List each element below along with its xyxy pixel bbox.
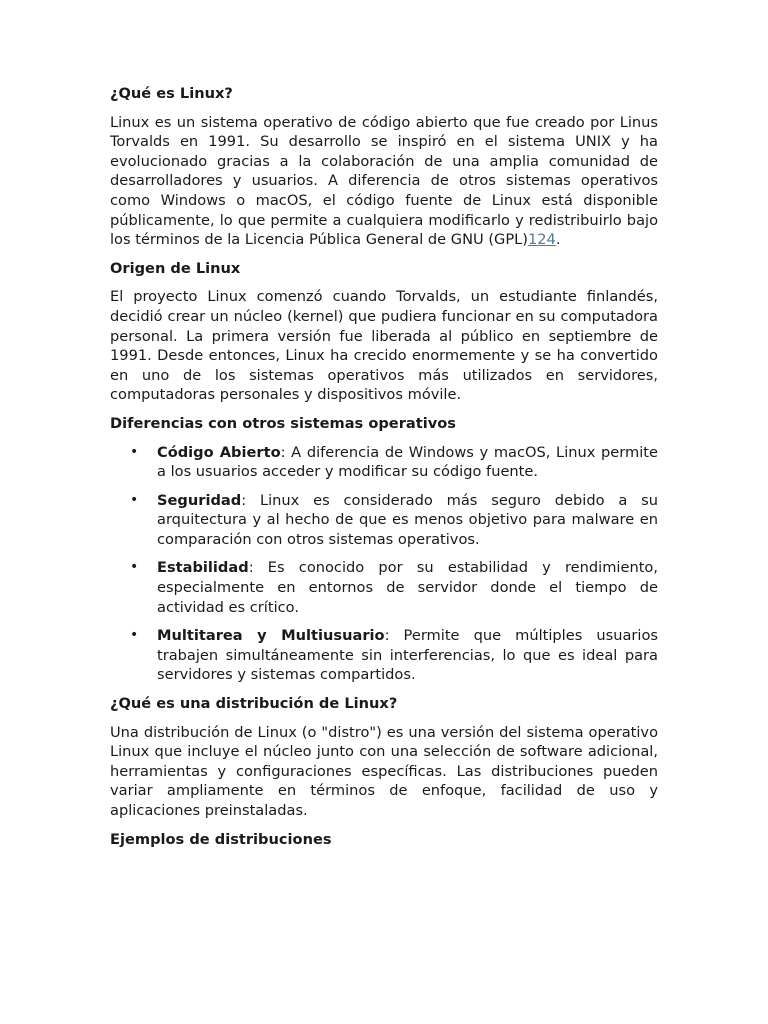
- item-text: : A diferencia de Windows y macOS, Linux permite a los usuarios acceder y modificar su código fuente.: [157, 443, 658, 481]
- heading-distribution: ¿Qué es una distribución de Linux?: [110, 695, 398, 713]
- item-text: : Es conocido por su estabilidad y rendimiento, especialmente en entornos de servidor donde el tiempo de actividad es crítico.: [157, 559, 658, 616]
- paragraph-text: Linux es un sistema operativo de código abierto que fue creado por Linus Torvalds en 1991. Su desarrollo se inspiró en el sistema UNIX y ha evolucionado gracias a la colaboración de una amplia comunidad de desarrolladores y usuarios. A diferencia de otros sistemas operativos como Windows o macOS, el código fuente de Linux está disponible públicamente, lo que permite a cualquiera modificarlo y redistribuirlo bajo los términos de la Licencia Pública General de GNU (GPL): [110, 113, 658, 249]
- list-item: [110, 626, 658, 685]
- heading-examples: Ejemplos de distribuciones: [110, 830, 332, 848]
- bullet-icon: •: [130, 627, 139, 644]
- bullet-icon: •: [130, 559, 139, 576]
- differences-list: [110, 443, 658, 686]
- bullet-icon: •: [130, 443, 139, 460]
- document-page: [110, 84, 658, 858]
- bullet-icon: •: [130, 491, 139, 508]
- list-item: [110, 443, 658, 482]
- item-text: : Linux es considerado más seguro debido a su arquitectura y al hecho de que es menos objetivo para malware en comparación con otros sistemas operativos.: [157, 491, 658, 548]
- item-text: : Permite que múltiples usuarios trabajen simultáneamente sin interferencias, lo que es ideal para servidores y sistemas compartidos.: [157, 627, 658, 684]
- paragraph-end: .: [555, 231, 561, 249]
- item-term: Multitarea y Multiusuario: [157, 627, 385, 645]
- paragraph-distribution: Una distribución de Linux (o "distro") es una versión del sistema operativo Linux que incluye el núcleo junto con una selección de software adicional, herramientas y configuraciones específicas. Las distribuciones pueden variar ampliamente en términos de enfoque, facilidad de uso y aplicaciones preinstaladas.: [110, 723, 658, 819]
- item-term: Estabilidad: [157, 559, 249, 577]
- reference-link[interactable]: 124: [527, 231, 556, 249]
- heading-differences: Diferencias con otros sistemas operativos: [110, 414, 456, 432]
- heading-what-is-linux: ¿Qué es Linux?: [110, 85, 233, 102]
- heading-origin: Origen de Linux: [110, 259, 241, 277]
- paragraph-what-is-linux: [110, 113, 658, 250]
- item-term: Código Abierto: [157, 443, 281, 461]
- paragraph-origin: El proyecto Linux comenzó cuando Torvalds, un estudiante finlandés, decidió crear un núcleo (kernel) que pudiera funcionar en su computadora personal. La primera versión fue liberada al público en septiembre de 1991. Desde entonces, Linux ha crecido enormemente y se ha convertido en uno de los sistemas operativos más utilizados en servidores, computadoras personales y dispositivos móvile.: [110, 288, 658, 404]
- item-term: Seguridad: [157, 491, 242, 509]
- list-item: [110, 491, 658, 550]
- list-item: [110, 558, 658, 617]
